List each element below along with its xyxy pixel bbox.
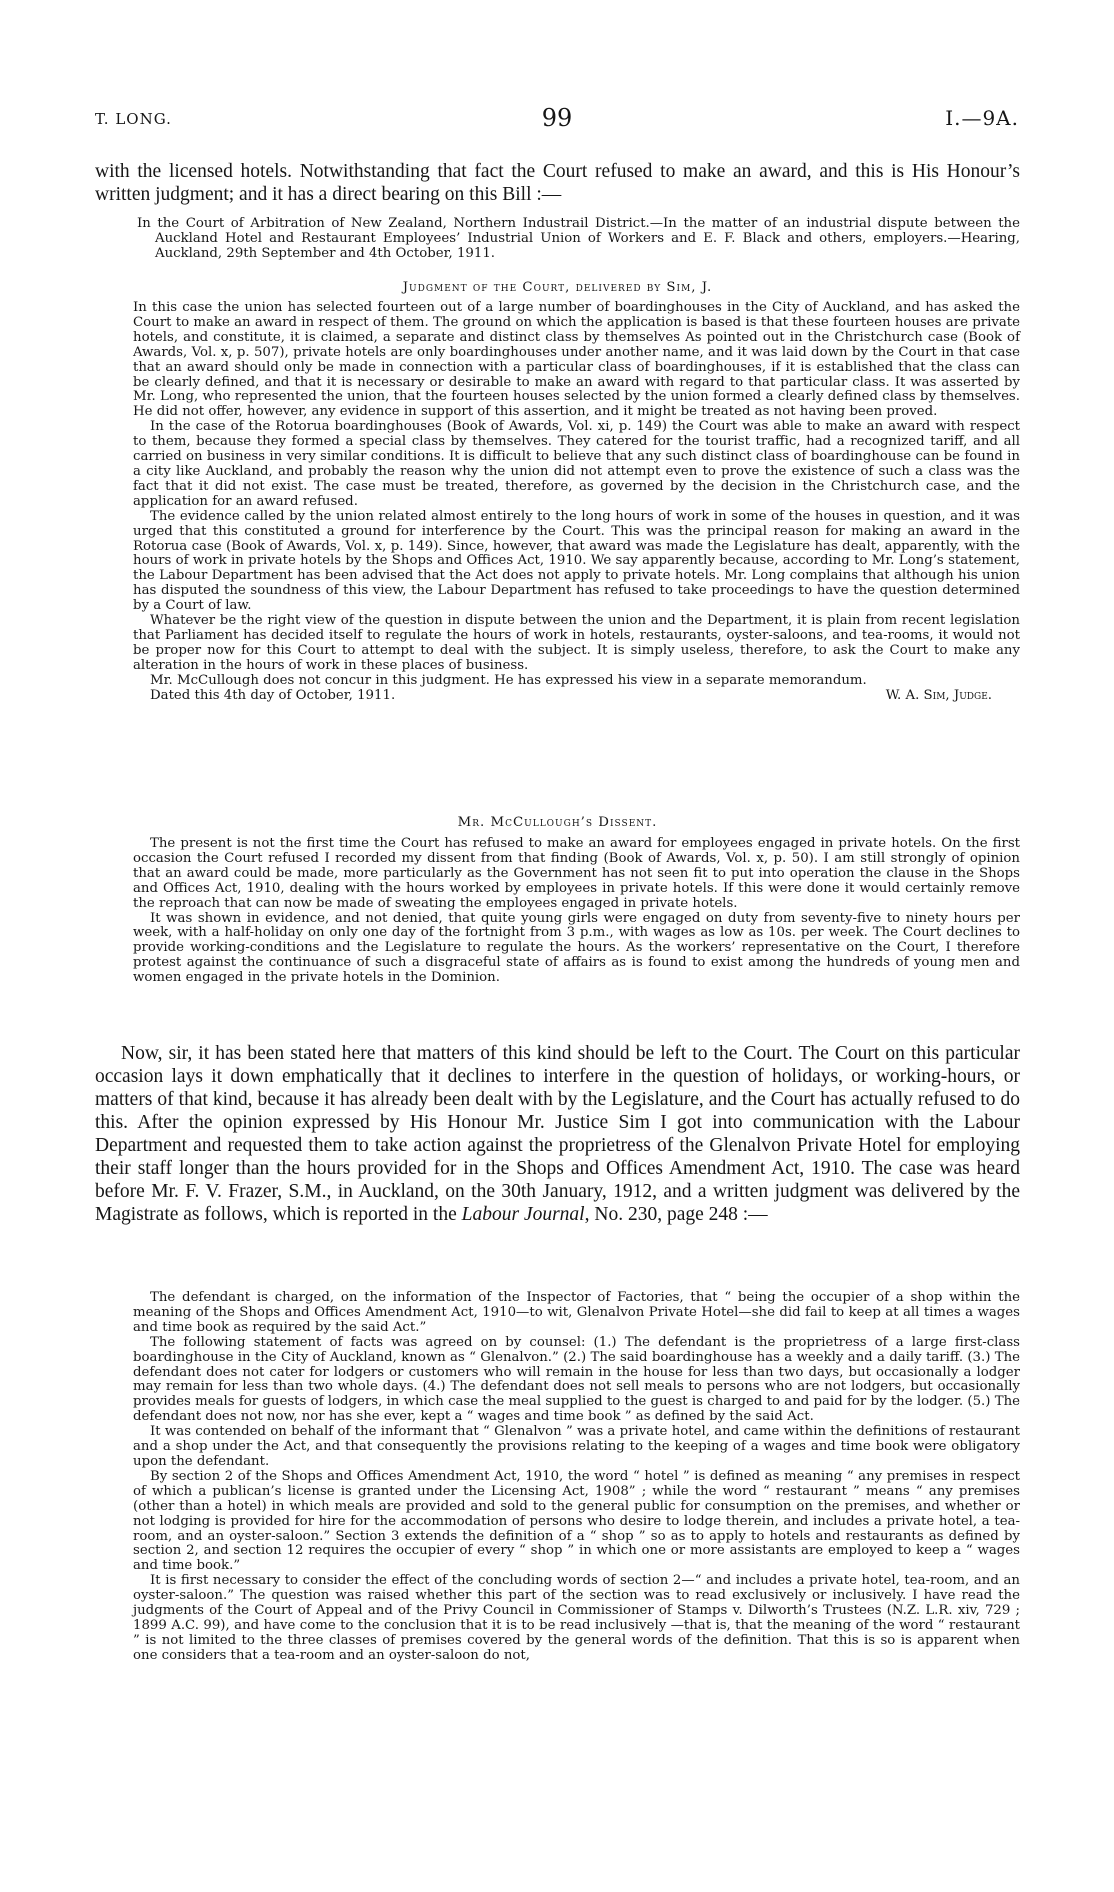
case-citation-text: In the Court of Arbitration of New Zealand, Northern Industrail District.—In the matter of an industrial dispute between the Auckland Hotel and Restaurant Employees’ Industrial Union of Workers and E. F. Black and others, employers.—Hearing, Auckland, 29th September and 4th October, 1911. — [137, 216, 1020, 261]
magistrate-paragraph: By section 2 of the Shops and Offices Amendment Act, 1910, the word “ hotel ” is defined as meaning “ any premises in respect of which a publican’s license is granted under the Licensing Act, 1908” ; while the word “ restaurant ” means “ any premises (other than a hotel) in which meals are provided and sold to the general public for consumption on the premises, and whether or not lodging is provided for hire for the accommodation of persons who desire to lodge therein, and includes a private hotel, a tea-room, and an oyster-saloon.” Section 3 extends the definition of a “ shop ” so as to apply to hotels and restaurants as defined by section 2, and section 12 requires the occupier of every “ shop ” in which one or more assistants are employed to keep a “ wages and time book.” — [133, 1468, 1020, 1574]
intro-paragraph: with the licensed hotels. Notwithstanding that fact the Court refused to make an award, and this is His Honour’s written judgment; and it has a direct bearing on this Bill :— — [95, 161, 1020, 205]
header-author: T. LONG. — [95, 110, 172, 128]
judgment-body — [133, 301, 1020, 703]
dissent-heading: Mr. McCullough’s Dissent. — [457, 815, 658, 830]
magistrate-judgment-body — [133, 1291, 1020, 1664]
speech-text-after: , No. 230, page 248 :— — [584, 1204, 768, 1225]
magistrate-paragraph: The defendant is charged, on the information of the Inspector of Factories, that “ being the occupier of a shop within the meaning of the Shops and Offices Amendment Act, 1910—to wit, Glenalvon Private Hotel—she did fail to keep at all times a wages and time book as required by the said Act.” — [133, 1290, 1020, 1335]
dissent-paragraph: The present is not the first time the Court has refused to make an award for employees engaged in private hotels. On the first occasion the Court refused I recorded my dissent from that finding (Book of Awards, Vol. x, p. 50). I am still strongly of opinion that an award could be made, more particularly as the Government has not seen fit to put into operation the clause in the Shops and Offices Act, 1910, dealing with the hours worked by employees in private hotels. If this were done it would certainly remove the reproach that can now be made of sweating the employees engaged in private hotels. — [133, 836, 1020, 911]
document-reference: I.—9A. — [945, 106, 1019, 130]
judgment-heading: Judgment of the Court, delivered by Sim, J. — [402, 280, 713, 295]
magistrate-paragraph: The following statement of facts was agreed on by counsel: (1.) The defendant is the proprietress of a large first-class boardinghouse in the City of Auckland, known as “ Glenalvon.” (2.) The said boardinghouse has a weekly and a daily tariff. (3.) The defendant does not cater for lodgers or customers who will remain in the house for less than two days, but occasionally a lodger may remain for less than two whole days. (4.) The defendant does not sell meals to persons who are not lodgers, but occasionally provides meals for guests of lodgers, in which case the meal supplied to the guest is charged to and paid for by the lodger. (5.) The defendant does not now, nor has she ever, kept a “ wages and time book ” as defined by the said Act. — [133, 1334, 1020, 1425]
magistrate-paragraph: It is first necessary to consider the effect of the concluding words of section 2—“ and includes a private hotel, tea-room, and an oyster-saloon.” The question was raised whether this part of the section was to read exclusively or inclusively. I have read the judgments of the Court of Appeal and of the Privy Council in Commissioner of Stamps v. Dilworth’s Trustees (N.Z. L.R. xiv, 729 ; 1899 A.C. 99), and have come to the conclusion that it is to be read inclusively —that is, that the meaning of the word “ restaurant ” is not limited to the three classes of premises covered by the general words of the definition. That this is so is apparent when one considers that a tea-room and an oyster-saloon do not, — [133, 1573, 1020, 1663]
page-number: 99 — [541, 104, 573, 132]
judgment-paragraph: The evidence called by the union related almost entirely to the long hours of work in some of the houses in question, and it was urged that this constituted a ground for interference by the Court. This was the principal reason for making an award in the Rotorua case (Book of Awards, Vol. x, p. 149). Since, however, that award was made the Legislature has dealt, apparently, with the hours of work in private hotels by the Shops and Offices Act, 1910. We say apparently because, according to Mr. Long’s statement, the Labour Department has been advised that the Act does not apply to private hotels. Mr. Long complains that although his union has disputed the soundness of this view, the Labour Department has refused to take proceedings to have the question determined by a Court of law. — [133, 508, 1020, 614]
dissent-paragraph: It was shown in evidence, and not denied, that quite young girls were engaged on duty from seventy-five to ninety hours per week, with a half-holiday on only one day of the fortnight from 3 p.m., with wages as low as 10s. per week. The Court declines to provide working-conditions and the Legislature to regulate the hours. As the workers’ representative on the Court, I therefore protest against the continuance of such a disgraceful state of affairs as is found to exist among the hundreds of young men and women engaged in the private hotels in the Dominion. — [133, 910, 1020, 986]
speech-text-before: Now, sir, it has been stated here that matters of this kind should be left to the Court. The Court on this particular occasion lays it down emphatically that it declines to interfere in the question of holidays, or working-hours, or matters of that kind, because it has already been dealt with by the Legislature, and the Court has actually refused to do this. After the opinion expressed by His Honour Mr. Justice Sim I got into communication with the Labour Department and requested them to take action against the proprietress of the Glenalvon Private Hotel for employing their staff longer than the hours provided for in the Shops and Offices Amendment Act, 1910. The case was heard before Mr. F. V. Frazer, S.M., in Auckland, on the 30th January, 1912, and a written judgment was delivered by the Magistrate as follows, which is reported in the — [95, 1043, 1020, 1225]
journal-title: Labour Journal — [461, 1204, 585, 1225]
case-citation — [133, 216, 1020, 261]
judgment-paragraph: Whatever be the right view of the question in dispute between the union and the Department, it is plain from recent legislation that Parliament has decided itself to regulate the hours of work in hotels, restaurants, oyster-saloons, and tea-rooms, it would not be proper now for this Court to attempt to deal with the subject. It is simply useless, therefore, to ask the Court to make any alteration in the hours of work in these places of business. — [133, 613, 1020, 673]
dated-line-row — [133, 689, 1020, 704]
judge-signature: W. A. Sim, Judge. — [885, 687, 992, 703]
judgment-paragraph: In this case the union has selected fourteen out of a large number of boardinghouses in the City of Auckland, and has asked the Court to make an award in respect of them. The ground on which the application is based is that these fourteen houses are private hotels, and constitute, it is claimed, a separate and distinct class by themselves As pointed out in the Christchurch case (Book of Awards, Vol. x, p. 507), private hotels are only boardinghouses under another name, and it was laid down by the Court in that case that an award should only be made in connection with a particular class of boardinghouses, if it is established that the class can be clearly defined, and that it is necessary or desirable to make an award with regard to that particular class. It was asserted by Mr. Long, who represented the union, that the fourteen houses selected by the union formed a clearly defined class by themselves. He did not offer, however, any evidence in support of this assertion, and it might be treated as not having been proved. — [133, 300, 1020, 420]
magistrate-paragraph: It was contended on behalf of the informant that “ Glenalvon ” was a private hotel, and came within the definitions of restaurant and a shop under the Act, and that consequently the provisions relating to the keeping of a wages and time book were obligatory upon the defendant. — [133, 1424, 1020, 1469]
dated-line: Dated this 4th day of October, 1911. — [150, 687, 396, 703]
judgment-paragraph: In the case of the Rotorua boardinghouses (Book of Awards, Vol. xi, p. 149) the Court was able to make an award with respect to them, because they formed a special class by themselves. They catered for the tourist traffic, had a recognized tariff, and all carried on business in very similar conditions. It is difficult to believe that any such distinct class of boardinghouse can be found in a city like Auckland, and probably the reason why the union did not attempt even to prove the existence of such a class was the fact that it did not exist. The case must be treated, therefore, as governed by the decision in the Christchurch case, and the application for an award refused. — [133, 419, 1020, 509]
dissent-body — [133, 837, 1020, 986]
judgment-paragraph: Mr. McCullough does not concur in this judgment. He has expressed his view in a separate memorandum. — [150, 672, 867, 688]
speech-paragraph — [95, 1042, 1020, 1226]
page-header — [95, 104, 1019, 134]
